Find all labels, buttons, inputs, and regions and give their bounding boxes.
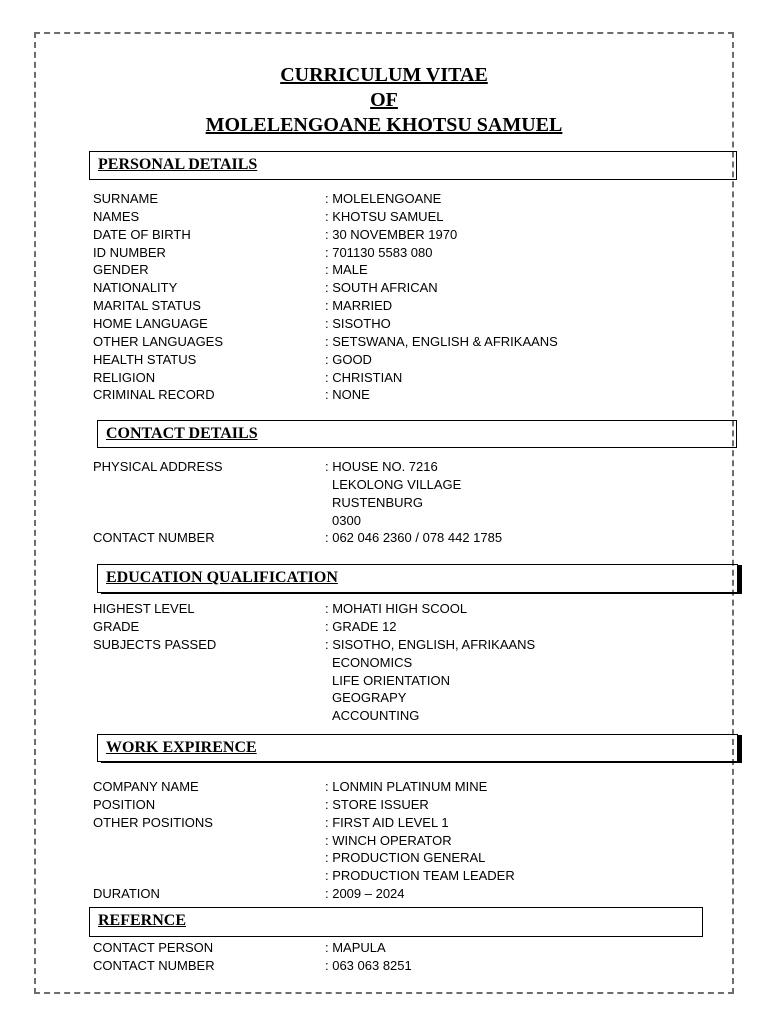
subject-item: LIFE ORIENTATION — [332, 673, 450, 688]
work-value: : LONMIN PLATINUM MINE — [325, 779, 488, 794]
detail-row — [93, 315, 693, 333]
address-line: : HOUSE NO. 7216 — [325, 459, 438, 474]
detail-value: : CHRISTIAN — [325, 370, 403, 385]
address-row — [93, 476, 693, 494]
work-value: : 2009 – 2024 — [325, 886, 405, 901]
detail-label: RELIGION — [93, 370, 156, 385]
address-row — [93, 458, 693, 476]
address-line: LEKOLONG VILLAGE — [332, 477, 462, 492]
contact-number-row — [93, 529, 693, 547]
detail-label: MARITAL STATUS — [93, 298, 201, 313]
work-row — [93, 867, 693, 885]
detail-value: : 701130 5583 080 — [325, 245, 433, 260]
reference-row — [93, 939, 693, 957]
education-row — [93, 618, 693, 636]
detail-row — [93, 261, 693, 279]
work-label: COMPANY NAME — [93, 779, 199, 794]
detail-row — [93, 279, 693, 297]
detail-label: HEALTH STATUS — [93, 352, 197, 367]
other-position: : PRODUCTION GENERAL — [325, 850, 486, 865]
detail-label: OTHER LANGUAGES — [93, 334, 224, 349]
address-line: RUSTENBURG — [332, 495, 424, 510]
cv-title: CURRICULUM VITAE — [280, 64, 488, 86]
address-label: PHYSICAL ADDRESS — [93, 459, 223, 474]
detail-value: : MOLELENGOANE — [325, 191, 442, 206]
detail-value: : SISOTHO — [325, 316, 391, 331]
education-value: : MOHATI HIGH SCOOL — [325, 601, 468, 616]
cv-title-of: OF — [370, 89, 398, 111]
detail-row — [93, 297, 693, 315]
subject-item: : SISOTHO, ENGLISH, AFRIKAANS — [325, 637, 536, 652]
section-work-experience: WORK EXPIRENCE — [97, 734, 738, 762]
education-row — [93, 600, 693, 618]
subject-item: ACCOUNTING — [332, 708, 420, 723]
subject-item: GEOGRAPY — [332, 690, 407, 705]
reference-value: : MAPULA — [325, 940, 386, 955]
education-label: GRADE — [93, 619, 140, 634]
detail-label: HOME LANGUAGE — [93, 316, 208, 331]
education-row — [93, 654, 693, 672]
address-row — [93, 512, 693, 530]
detail-value: : SOUTH AFRICAN — [325, 280, 438, 295]
detail-value: : KHOTSU SAMUEL — [325, 209, 444, 224]
detail-row — [93, 226, 693, 244]
education-label: SUBJECTS PASSED — [93, 637, 217, 652]
detail-row — [93, 208, 693, 226]
reference-row — [93, 957, 693, 975]
detail-label: ID NUMBER — [93, 245, 166, 260]
work-label: OTHER POSITIONS — [93, 815, 213, 830]
address-row — [93, 494, 693, 512]
contact-number-label: CONTACT NUMBER — [93, 530, 215, 545]
other-position: : FIRST AID LEVEL 1 — [325, 815, 449, 830]
contact-number-value: : 062 046 2360 / 078 442 1785 — [325, 530, 503, 545]
reference-label: CONTACT NUMBER — [93, 958, 215, 973]
detail-row — [93, 351, 693, 369]
detail-value: : MALE — [325, 262, 368, 277]
detail-row — [93, 333, 693, 351]
detail-row — [93, 386, 693, 404]
work-row — [93, 885, 693, 903]
reference-value: : 063 063 8251 — [325, 958, 412, 973]
work-row — [93, 814, 693, 832]
detail-value: : 30 NOVEMBER 1970 — [325, 227, 458, 242]
work-value: : STORE ISSUER — [325, 797, 429, 812]
work-label: DURATION — [93, 886, 160, 901]
work-row — [93, 849, 693, 867]
education-label: HIGHEST LEVEL — [93, 601, 195, 616]
other-position: : PRODUCTION TEAM LEADER — [325, 868, 515, 883]
detail-value: : SETSWANA, ENGLISH & AFRIKAANS — [325, 334, 558, 349]
detail-row — [93, 369, 693, 387]
detail-label: DATE OF BIRTH — [93, 227, 191, 242]
detail-label: GENDER — [93, 262, 149, 277]
detail-row — [93, 244, 693, 262]
address-line: 0300 — [332, 513, 361, 528]
detail-value: : MARRIED — [325, 298, 393, 313]
education-row — [93, 672, 693, 690]
other-position: : WINCH OPERATOR — [325, 833, 452, 848]
work-row — [93, 778, 693, 796]
section-education: EDUCATION QUALIFICATION — [97, 564, 738, 593]
education-value: : GRADE 12 — [325, 619, 397, 634]
work-row — [93, 832, 693, 850]
section-personal-details: PERSONAL DETAILS — [89, 151, 737, 180]
cv-name-title: MOLELENGOANE KHOTSU SAMUEL — [205, 114, 563, 136]
detail-row — [93, 190, 693, 208]
section-contact-details: CONTACT DETAILS — [97, 420, 737, 448]
detail-label: NAMES — [93, 209, 140, 224]
section-reference: REFERNCE — [89, 907, 703, 937]
detail-value: : GOOD — [325, 352, 372, 367]
reference-label: CONTACT PERSON — [93, 940, 214, 955]
detail-label: NATIONALITY — [93, 280, 178, 295]
detail-label: SURNAME — [93, 191, 159, 206]
detail-value: : NONE — [325, 387, 370, 402]
work-row — [93, 796, 693, 814]
detail-label: CRIMINAL RECORD — [93, 387, 215, 402]
subject-item: ECONOMICS — [332, 655, 413, 670]
education-row — [93, 707, 693, 725]
education-row — [93, 636, 693, 654]
work-label: POSITION — [93, 797, 156, 812]
education-row — [93, 689, 693, 707]
